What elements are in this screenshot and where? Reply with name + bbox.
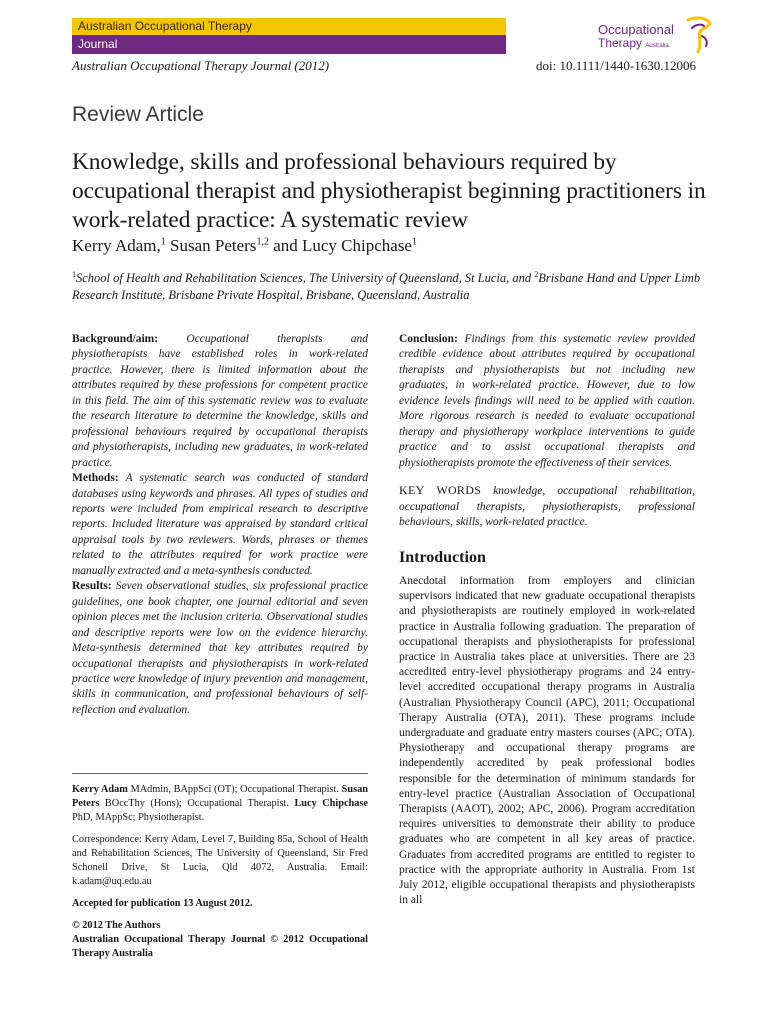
banner-title-line1: Australian Occupational Therapy — [78, 19, 252, 33]
author-1-affil: 1 — [160, 236, 166, 248]
journal-year: Australian Occupational Therapy Journal (2012) — [72, 58, 330, 73]
doi: doi: 10.1111/1440-1630.12006 — [536, 58, 696, 73]
keywords: KEY WORDS knowledge, occupational rehabilitation, occupational therapists, physiotherapists, professional behaviours, skills, work-related practice. — [399, 483, 695, 528]
affiliations: $^1$School of Health and Rehabilitation Sciences, The University of Queensland, St Lucia, and $^2$Brisbane Hand and Upper Limb Research Institute, Brisbane Private Hospital, Brisbane, Queensland, Australia — [72, 270, 701, 303]
introduction-text: Anecdotal information from employers and clinician supervisors indicated that new graduate occupational therapists and physiotherapists are routinely employed in work-related practice in Australia following graduation. The preparation of occupational therapists and physiotherapists for professional practice in Australia takes place at universities. There are 23 accredited entry-level physiotherapy programs and 24 entry-level accredited occupational therapy programs in Australia (Australian Physiotherapy Council (APC), 2011; Occupational Therapy Australia (OTA), 2011). These programs include undergraduate and graduate entry masters courses (APC; OTA). Physiotherapy and occupational therapy programs are independently accredited by peak professional bodies responsible for the determination of minimum standards for entry-level practice (Australian Association of Occupational Therapists (AAOT), 2002; APC, 2006). Program accreditation requires universities to demonstrate their ability to produce graduates who are competent in all key areas of practice. Graduates from accredited programs are entitled to register to practice with the appropriate authority in Australia. From 1st July 2012, eligible occupational therapists and physiotherapists in all — [399, 574, 695, 907]
copyright: © 2012 The Authors Australian Occupational Therapy Journal © 2012 Occupational Therapy Australia — [72, 920, 368, 959]
abstract-conclusion: Conclusion: Findings from this systematic review provided credible evidence about attributes required by occupational therapists and physiotherapists but not including new graduates, in work-related practice. However, due to low evidence levels findings will need to be applied with caution. More rigorous research is needed to evaluate occupational therapy and physiotherapy workplace interventions to guide practice and to assist occupational therapists and physiotherapists promote the effectiveness of their services. — [399, 333, 696, 469]
footnote-divider — [72, 773, 368, 774]
abstract-background: Background/aim: Occupational therapists and physiotherapists have established roles in work-related practice. However, there is limited information about the attributes required by these professions for competent practice in this field. The aim of this systematic review was to evaluate the research literature to determine the knowledge, skills and professional behaviours required by occupational therapists and physiotherapists, including new graduates, in work-related practice. — [72, 333, 369, 469]
author-notes — [72, 783, 368, 969]
author-2: Susan Peters — [170, 236, 257, 255]
running-header — [72, 58, 696, 74]
author-3-affil: 1 — [411, 236, 417, 248]
accepted-date: Accepted for publication 13 August 2012. — [72, 898, 253, 909]
article-title: Knowledge, skills and professional behaviours required by occupational therapist and physiotherapist beginning practitioners in work-related practice: A systematic review — [72, 149, 706, 233]
abstract-results: Results: Seven observational studies, six professional practice guidelines, one book chapter, one journal editorial and seven opinion pieces met the inclusion criteria. Observational studies and descriptive reports were low on the evidence hierarchy. Meta-synthesis determined that key attributes required by occupational therapists and physiotherapists in work-related practice were knowledge of injury prevention and management, skills in communication, and professional behaviours of self-reflection and evaluation. — [72, 580, 368, 716]
abstract-left-column — [72, 332, 368, 718]
author-1: Kerry Adam, — [72, 236, 161, 255]
author-3: and Lucy Chipchase — [273, 236, 412, 255]
hand-swirl-icon — [680, 14, 716, 56]
introduction-heading: Introduction — [399, 549, 486, 567]
journal-banner — [72, 18, 506, 54]
author-credentials: Kerry Adam MAdmin, BAppSci (OT); Occupational Therapist. Susan Peters BOccThy (Hons); Occupational Therapist. Lucy Chipchase PhD, MAppSc; Physiotherapist. — [72, 784, 369, 823]
author-list — [72, 236, 417, 256]
correspondence: Correspondence: Kerry Adam, Level 7, Building 85a, School of Health and Rehabilitation Sciences, The University of Queensland, Sir Fred Schonell Drive, St Lucia, Qld 4072, Australia. Email: k.adam@uq.edu.au — [72, 834, 368, 887]
right-column — [399, 332, 695, 908]
logo-text-line1: Occupational — [598, 22, 674, 37]
abstract-methods: Methods: A systematic search was conducted of standard databases using keywords and phrases. All types of studies and reports were included from empirical research to descriptive reports. Included literature was appraised by standard critical appraisal tools by two reviewers. Words, phrases or themes related to the attributes required for work practice were manually extracted and a meta-synthesis conducted. — [72, 472, 368, 577]
banner-title-line2: Journal — [78, 37, 118, 51]
logo-text-line2: Therapy Australia — [598, 36, 669, 50]
article-type: Review Article — [72, 103, 204, 126]
author-2-affil: 1,2 — [256, 236, 269, 248]
ota-logo — [596, 14, 716, 56]
